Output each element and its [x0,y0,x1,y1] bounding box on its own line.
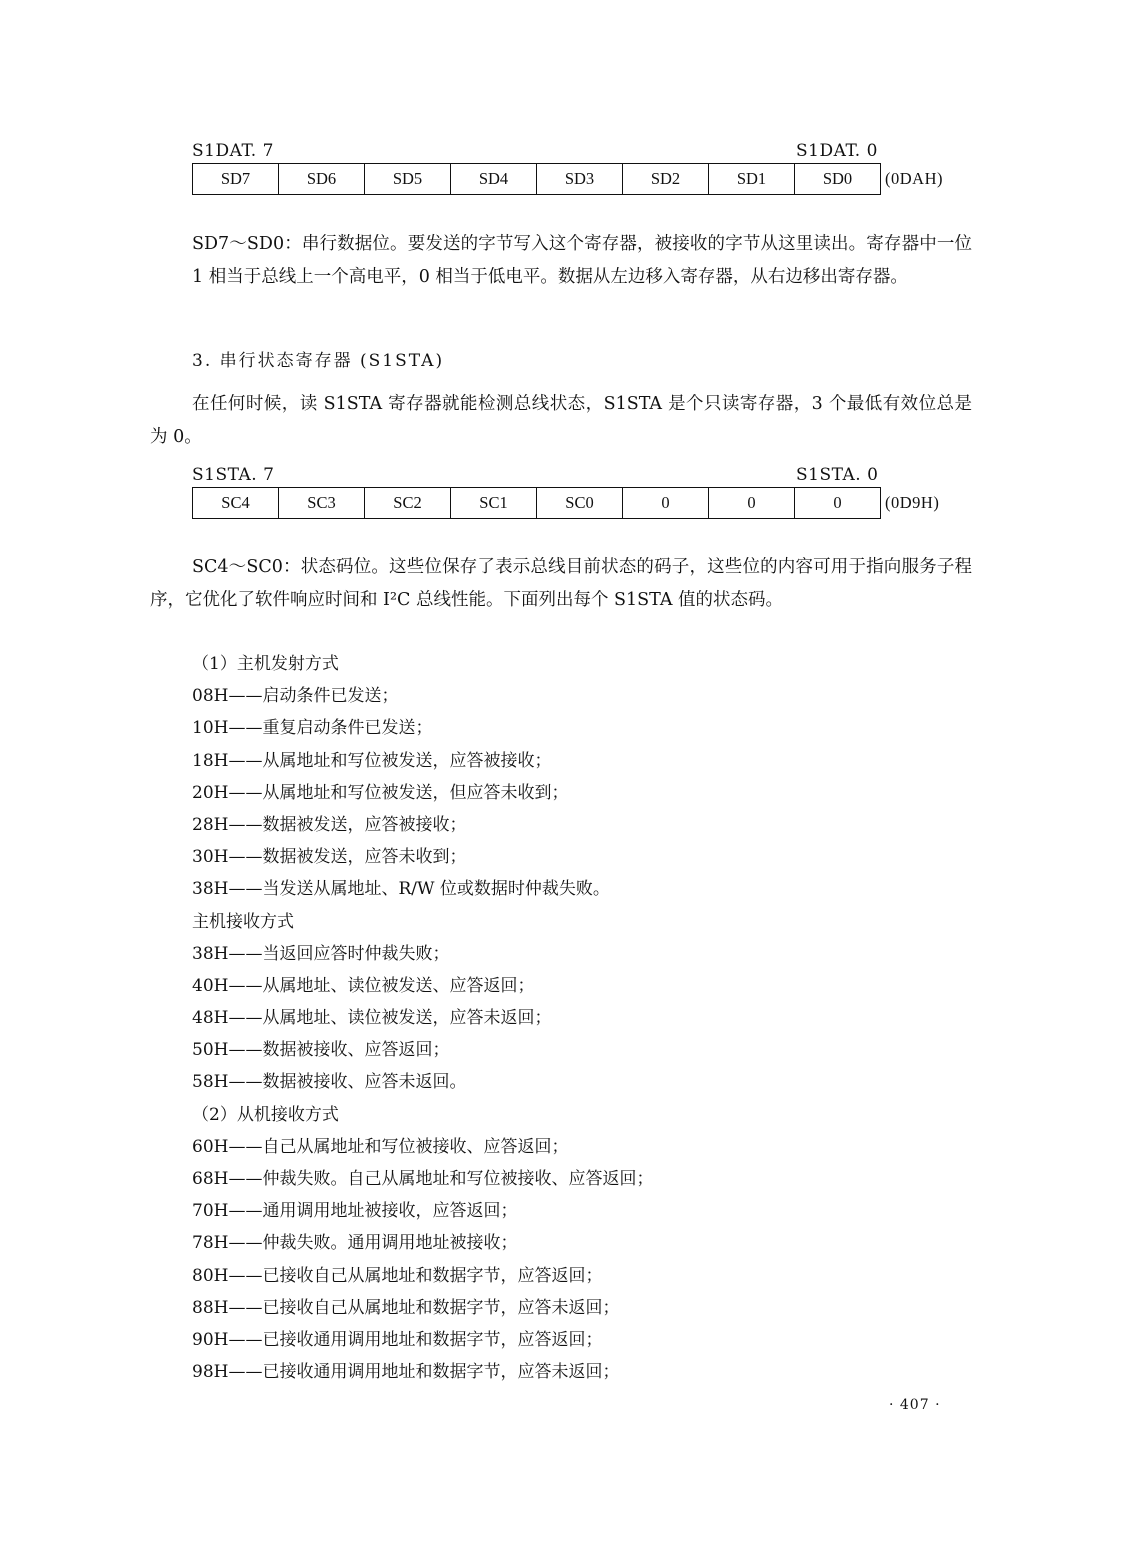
list-item: 10H——重复启动条件已发送； [192,718,433,739]
s1sta-bit-cell: 0 [709,488,795,519]
s1sta-intro [150,388,972,454]
list-item: 68H——仲裁失败。自己从属地址和写位被接收、应答返回； [192,1169,654,1189]
s1sta-intro-text: 在任何时候，读 S1STA 寄存器就能检测总线状态，S1STA 是个只读寄存器，3 个最低有效位总是为 0。 [150,394,972,447]
list-item: 70H——通用调用地址被接收，应答返回； [192,1201,518,1222]
s1dat-bit-cell: SD5 [365,164,451,195]
list-item: 58H——数据被接收、应答未返回。 [192,1072,467,1093]
sd-description [192,228,972,294]
list-item: （1）主机发射方式 [192,654,339,674]
list-item: 88H——已接收自己从属地址和数据字节，应答未返回； [192,1297,620,1318]
s1sta-bit-cell: SC1 [451,488,537,519]
list-item: 38H——当返回应答时仲裁失败； [192,943,450,964]
list-item: 48H——从属地址、读位被发送，应答未返回； [192,1008,552,1029]
s1dat-bit-cell: SD7 [193,164,279,195]
s1sta-bit-cell: SC2 [365,488,451,519]
list-item: 60H——自己从属地址和写位被接收、应答返回； [192,1136,569,1157]
s1dat-bit-cell: SD2 [623,164,709,195]
list-item: 50H——数据被接收、应答返回； [192,1040,450,1061]
s1dat-msb-label: S1DAT. 7 [192,141,274,161]
s1dat-bit-cell: SD0 [795,164,881,195]
s1sta-bit-cell: SC0 [537,488,623,519]
list-item: 主机接收方式 [192,911,294,932]
s1sta-bit-cell: SC4 [193,488,279,519]
list-item: 80H——已接收自己从属地址和数据字节，应答返回； [192,1265,603,1286]
s1dat-bit-cell: SD4 [451,164,537,195]
page-number: · 407 · [889,1397,941,1413]
s1dat-register [192,141,972,195]
s1dat-bit-cell: SD6 [279,164,365,195]
list-item: 30H——数据被发送，应答未收到； [192,847,467,868]
s1sta-lsb-label: S1STA. 0 [796,465,879,485]
sc-description [150,551,972,617]
s1sta-bit-cell: SC3 [279,488,365,519]
s1sta-bit-cell: 0 [795,488,881,519]
list-item: 08H——启动条件已发送； [192,686,399,707]
sc-description-text: SC4～SC0：状态码位。这些位保存了表示总线目前状态的码子，这些位的内容可用于指向服务子程序，它优化了软件响应时间和 I²C 总线性能。下面列出每个 S1STA 值的状态码。 [150,557,972,610]
list-item: 18H——从属地址和写位被发送，应答被接收； [192,750,552,771]
status-code-list [192,648,982,1388]
section-heading: 3. 串行状态寄存器 (S1STA) [192,351,445,371]
list-item: 40H——从属地址、读位被发送、应答返回； [192,975,535,996]
s1dat-bit-cell: SD1 [709,164,795,195]
list-item: 28H——数据被发送，应答被接收； [192,814,467,835]
list-item: 20H——从属地址和写位被发送，但应答未收到； [192,782,569,803]
s1dat-bit-cell: SD3 [537,164,623,195]
sd-description-text: SD7～SD0：串行数据位。要发送的字节写入这个寄存器，被接收的字节从这里读出。寄存器中一位 1 相当于总线上一个高电平，0 相当于低电平。数据从左边移入寄存器，从右边移出寄存器。 [192,234,972,287]
s1sta-bit-cell: 0 [623,488,709,519]
list-item: （2）从机接收方式 [192,1104,339,1125]
list-item: 78H——仲裁失败。通用调用地址被接收； [192,1233,518,1254]
s1dat-bit-table [192,163,881,195]
s1sta-address: (0D9H) [885,493,940,512]
list-item: 90H——已接收通用调用地址和数据字节，应答返回； [192,1329,603,1350]
list-item: 38H——当发送从属地址、R/W 位或数据时仲裁失败。 [192,879,610,900]
s1dat-lsb-label: S1DAT. 0 [796,141,878,161]
s1sta-register [192,465,972,519]
list-item: 98H——已接收通用调用地址和数据字节，应答未返回； [192,1362,620,1383]
s1dat-address: (0DAH) [885,169,943,188]
s1sta-bit-table [192,487,881,519]
s1sta-msb-label: S1STA. 7 [192,465,275,485]
